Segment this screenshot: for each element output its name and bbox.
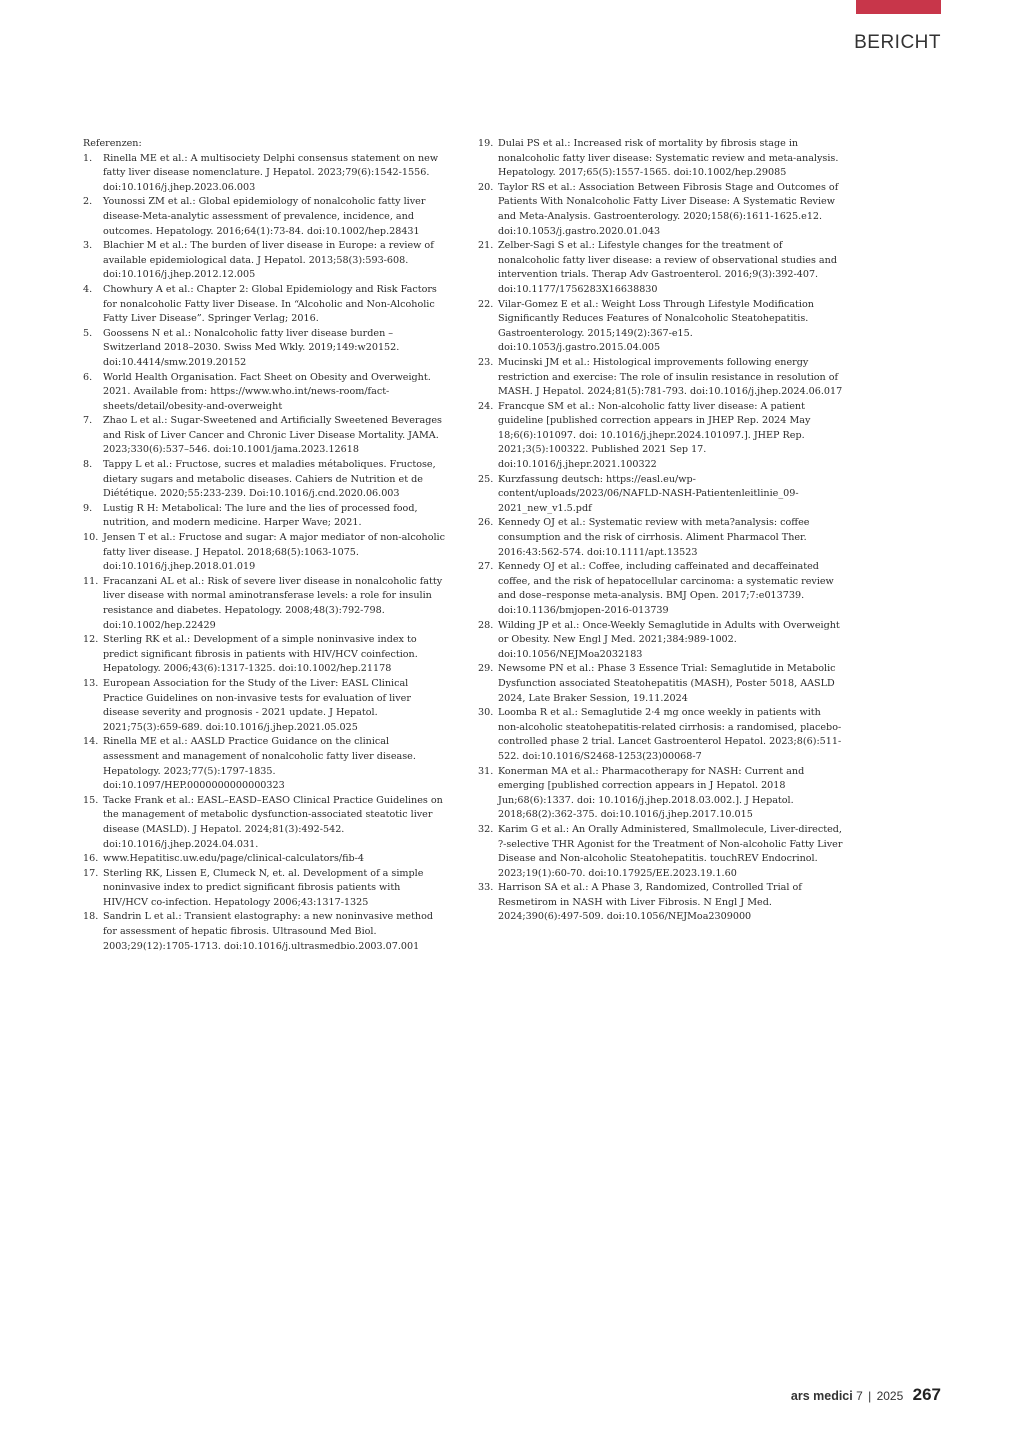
reference-text: Tacke Frank et al.: EASL–EASD–EASO Clinical Practice Guidelines on the management of metabolic dysfunction-associated steatotic liver disease (MASLD). J Hepatol. 2024;81(3):492-542. doi:10.1016/j.jhep.2024.04.031.	[103, 794, 443, 850]
reference-text: Blachier M et al.: The burden of liver disease in Europe: a review of available epidemiological data. J Hepatol. 2013;58(3):593-608. doi:10.1016/j.jhep.2012.12.005	[103, 240, 434, 281]
reference-number: 32.	[478, 823, 494, 835]
reference-text: Newsome PN et al.: Phase 3 Essence Trial: Semaglutide in Metabolic Dysfunction associated Steatohepatitis (MASH), Poster 5018, AASLD 2024, Late Braker Session, 19.11.2024	[498, 663, 836, 704]
reference-item	[83, 414, 447, 458]
reference-number: 30.	[478, 707, 494, 719]
reference-number: 22.	[478, 298, 494, 310]
reference-text: Sterling RK, Lissen E, Clumeck N, et. al. Development of a simple noninvasive index to predict significant fibrosis patients with HIV/HCV co-infection. Hepatology 2006;43:1317-1325	[103, 867, 424, 908]
reference-number: 11.	[83, 575, 99, 587]
reference-number: 20.	[478, 181, 494, 193]
reference-item	[83, 852, 447, 867]
reference-number: 16.	[83, 853, 99, 865]
reference-item	[83, 239, 447, 283]
references-heading: Referenzen:	[83, 138, 142, 149]
issue-year: 2025	[876, 1389, 904, 1403]
reference-text: Sandrin L et al.: Transient elastography: a new noninvasive method for assessment of hepatic fibrosis. Ultrasound Med Biol. 2003;29(12):1705-1713. doi:10.1016/j.ultrasmedbio.2003.07.001	[103, 911, 434, 952]
reference-text: Rinella ME et al.: AASLD Practice Guidance on the clinical assessment and management of nonalcoholic fatty liver disease. Hepatology. 2023;77(5):1797-1835. doi:10.1097/HEP.0000000000000323	[103, 736, 416, 792]
reference-text: Harrison SA et al.: A Phase 3, Randomized, Controlled Trial of Resmetirom in NASH with Liver Fibrosis. N Engl J Med. 2024;390(6):497-509. doi:10.1056/NEJMoa2309000	[498, 882, 802, 923]
reference-item	[83, 633, 447, 677]
reference-text: Rinella ME et al.: A multisociety Delphi consensus statement on new fatty liver disease nomenclature. J Hepatol. 2023;79(6):1542-1556. doi:10.1016/j.jhep.2023.06.003	[103, 152, 439, 193]
reference-item	[83, 531, 447, 575]
reference-item	[478, 473, 844, 517]
reference-number: 14.	[83, 736, 99, 748]
reference-item	[83, 867, 447, 911]
reference-number: 18.	[83, 911, 99, 923]
reference-number: 25.	[478, 473, 494, 485]
reference-item	[83, 794, 447, 852]
reference-item	[478, 239, 844, 297]
reference-number: 2.	[83, 196, 93, 208]
reference-text: Jensen T et al.: Fructose and sugar: A major mediator of non-alcoholic fatty liver disease. J Hepatol. 2018;68(5):1063-1075. doi:10.1016/j.jhep.2018.01.019	[103, 532, 445, 573]
reference-text: Mucinski JM et al.: Histological improvements following energy restriction and exercise: The role of insulin resistance in resolution of MASH. J Hepatol. 2024;81(5):781-793. doi:10.1016/j.jhep.2024.06.017	[498, 356, 843, 398]
reference-item	[478, 662, 844, 706]
reference-number: 6.	[83, 371, 93, 383]
section-label: BERICHT	[854, 32, 941, 53]
reference-item	[83, 458, 447, 502]
reference-list-right	[478, 137, 844, 925]
reference-text: Loomba R et al.: Semaglutide 2·4 mg once weekly in patients with non-alcoholic steatohepatitis-related cirrhosis: a randomised, placebo-controlled phase 2 trial. Lancet Gastroenterol Hepatol. 2023;8(6):511-522. doi:10.1016/S2468-1253(23)00068-7	[498, 707, 842, 762]
reference-text: European Association for the Study of the Liver: EASL Clinical Practice Guidelines on non-invasive tests for evaluation of liver disease severity and prognosis - 2021 update. J Hepatol. 2021;75(3):659-689. doi:10.1016/j.jhep.2021.05.025	[103, 677, 411, 733]
reference-item	[478, 400, 844, 473]
reference-text: Tappy L et al.: Fructose, sucres et maladies métaboliques. Fructose, dietary sugars and metabolic diseases. Cahiers de Nutrition et de Diététique. 2020;55:233-239. Doi:10.1016/j.cnd.2020.06.003	[103, 459, 436, 500]
reference-item	[83, 575, 447, 633]
reference-number: 8.	[83, 459, 93, 471]
reference-item	[478, 619, 844, 663]
reference-number: 28.	[478, 619, 494, 631]
reference-number: 4.	[83, 283, 93, 295]
reference-text: Francque SM et al.: Non-alcoholic fatty liver disease: A patient guideline [published correction appears in JHEP Rep. 2024 May 18;6(6):101097. doi: 10.1016/j.jhepr.2024.101097.]. JHEP Rep. 2021;3(5):100322. Published 2021 Sep 17. doi:10.1016/j.jhepr.2021.100322	[498, 400, 811, 471]
reference-item	[83, 910, 447, 954]
reference-item	[83, 195, 447, 239]
reference-number: 27.	[478, 561, 494, 573]
reference-number: 1.	[83, 152, 93, 164]
page-footer	[791, 1385, 941, 1405]
reference-number: 10.	[83, 532, 99, 544]
reference-text: Fracanzani AL et al.: Risk of severe liver disease in nonalcoholic fatty liver disease with normal aminotransferase levels: a role for insulin resistance and diabetes. Hepatology. 2008;48(3):792-798. doi:10.1002/hep.22429	[103, 575, 443, 631]
reference-number: 17.	[83, 867, 99, 879]
reference-number: 12.	[83, 634, 99, 646]
reference-number: 19.	[478, 138, 494, 149]
reference-number: 24.	[478, 400, 494, 412]
reference-text: Lustig R H: Metabolical: The lure and the lies of processed food, nutrition, and modern medicine. Harper Wave; 2021.	[103, 502, 418, 529]
reference-text: Kurzfassung deutsch: https://easl.eu/wp-content/uploads/2023/06/NAFLD-NASH-Patientenleitlinie_09-2021_new_v1.5.pdf	[498, 473, 799, 514]
reference-item	[83, 677, 447, 735]
reference-item	[478, 137, 844, 181]
reference-item	[83, 283, 447, 327]
reference-text: Karim G et al.: An Orally Administered, Smallmolecule, Liver-directed, ?-selective THR Agonist for the Treatment of Non-alcoholic Fatty Liver Disease and Non-alcoholic Steatohepatitis. touchREV Endocrinol. 2023;19(1):60-70. doi:10.17925/EE.2023.19.1.60	[498, 823, 843, 879]
reference-item	[478, 823, 844, 881]
reference-text: World Health Organisation. Fact Sheet on Obesity and Overweight. 2021. Available from: https://www.who.int/news-room/fact-sheets/detail/obesity-and-overweight	[103, 371, 431, 412]
reference-text: Kennedy OJ et al.: Coffee, including caffeinated and decaffeinated coffee, and the risk of hepatocellular carcinoma: a systematic review and dose–response meta-analysis. BMJ Open. 2017;7:e013739. doi:10.1136/bmjopen-2016-013739	[498, 561, 834, 616]
reference-text: Dulai PS et al.: Increased risk of mortality by fibrosis stage in nonalcoholic fatty liver disease: Systematic review and meta-analysis. Hepatology. 2017;65(5):1557-1565. doi:10.1002/hep.29085	[498, 138, 839, 179]
reference-number: 15.	[83, 794, 99, 806]
references-column-left	[83, 137, 447, 954]
reference-text: Zhao L et al.: Sugar-Sweetened and Artificially Sweetened Beverages and Risk of Liver Cancer and Chronic Liver Disease Mortality. JAMA. 2023;330(6):537–546. doi:10.1001/jama.2023.12618	[103, 415, 442, 456]
reference-number: 21.	[478, 240, 494, 252]
reference-number: 26.	[478, 517, 494, 529]
issue-number: 7	[856, 1389, 863, 1403]
reference-item	[478, 560, 844, 618]
reference-list-left	[83, 152, 447, 955]
reference-text: Taylor RS et al.: Association Between Fibrosis Stage and Outcomes of Patients With Nonalcoholic Fatty Liver Disease: A Systematic Review and Meta-Analysis. Gastroenterology. 2020;158(6):1611-1625.e12. doi:10.1053/j.gastro.2020.01.043	[498, 181, 839, 237]
reference-text: Konerman MA et al.: Pharmacotherapy for NASH: Current and emerging [published correction appears in J Hepatol. 2018 Jun;68(6):1337. doi: 10.1016/j.jhep.2018.03.002.]. J Hepatol. 2018;68(2):362-375. doi:10.1016/j.jhep.2017.10.015	[498, 765, 805, 821]
reference-text: Goossens N et al.: Nonalcoholic fatty liver disease burden – Switzerland 2018–2030. Swiss Med Wkly. 2019;149:w20152. doi:10.4414/smw.2019.20152	[103, 327, 400, 368]
journal-name: ars medici	[790, 1389, 853, 1403]
reference-text: Younossi ZM et al.: Global epidemiology of nonalcoholic fatty liver disease-Meta-analytic assessment of prevalence, incidence, and outcomes. Hepatology. 2016;64(1):73-84. doi:10.1002/hep.28431	[103, 196, 426, 237]
reference-item	[478, 706, 844, 764]
reference-item	[83, 152, 447, 196]
reference-item	[478, 298, 844, 356]
reference-number: 9.	[83, 502, 93, 514]
references-column-right	[478, 137, 844, 925]
reference-number: 23.	[478, 356, 494, 368]
reference-text: Vilar-Gomez E et al.: Weight Loss Through Lifestyle Modification Significantly Reduces Features of Nonalcoholic Steatohepatitis. Gastroenterology. 2015;149(2):367-e15. doi:10.1053/j.gastro.2015.04.005	[498, 298, 814, 354]
reference-item	[478, 516, 844, 560]
reference-item	[478, 356, 844, 400]
reference-item	[478, 181, 844, 239]
reference-text: Zelber-Sagi S et al.: Lifestyle changes for the treatment of nonalcoholic fatty liver disease: a review of observational studies and intervention trials. Therap Adv Gastroenterol. 2016;9(3):392-407. doi:10.1177/1756283X16638830	[498, 240, 837, 295]
reference-text: Sterling RK et al.: Development of a simple noninvasive index to predict significant fibrosis in patients with HIV/HCV coinfection. Hepatology. 2006;43(6):1317-1325. doi:10.1002/hep.21178	[103, 634, 418, 675]
reference-number: 7.	[83, 415, 93, 427]
reference-number: 33.	[478, 882, 494, 894]
footer-separator: |	[868, 1389, 872, 1403]
page-number: 267	[912, 1385, 941, 1404]
accent-bar	[856, 0, 941, 14]
reference-number: 5.	[83, 327, 93, 339]
reference-item	[83, 327, 447, 371]
reference-item	[478, 765, 844, 823]
reference-text: Wilding JP et al.: Once-Weekly Semaglutide in Adults with Overweight or Obesity. New Engl J Med. 2021;384:989-1002. doi:10.1056/NEJMoa2032183	[498, 619, 840, 660]
reference-number: 13.	[83, 677, 99, 689]
reference-text: Chowhury A et al.: Chapter 2: Global Epidemiology and Risk Factors for nonalcoholic Fatty liver Disease. In “Alcoholic and Non-Alcoholic Fatty Liver Disease”. Springer Verlag; 2016.	[103, 283, 437, 325]
reference-number: 29.	[478, 663, 494, 675]
reference-item	[478, 881, 844, 925]
reference-item	[83, 371, 447, 415]
reference-item	[83, 502, 447, 531]
reference-text: www.Hepatitisc.uw.edu/page/clinical-calculators/fib-4	[103, 853, 365, 865]
reference-item	[83, 735, 447, 793]
reference-number: 3.	[83, 240, 93, 252]
reference-number: 31.	[478, 765, 494, 777]
reference-text: Kennedy OJ et al.: Systematic review with meta?analysis: coffee consumption and the risk of cirrhosis. Aliment Pharmacol Ther. 2016:43:562-574. doi:10.1111/apt.13523	[498, 517, 810, 558]
